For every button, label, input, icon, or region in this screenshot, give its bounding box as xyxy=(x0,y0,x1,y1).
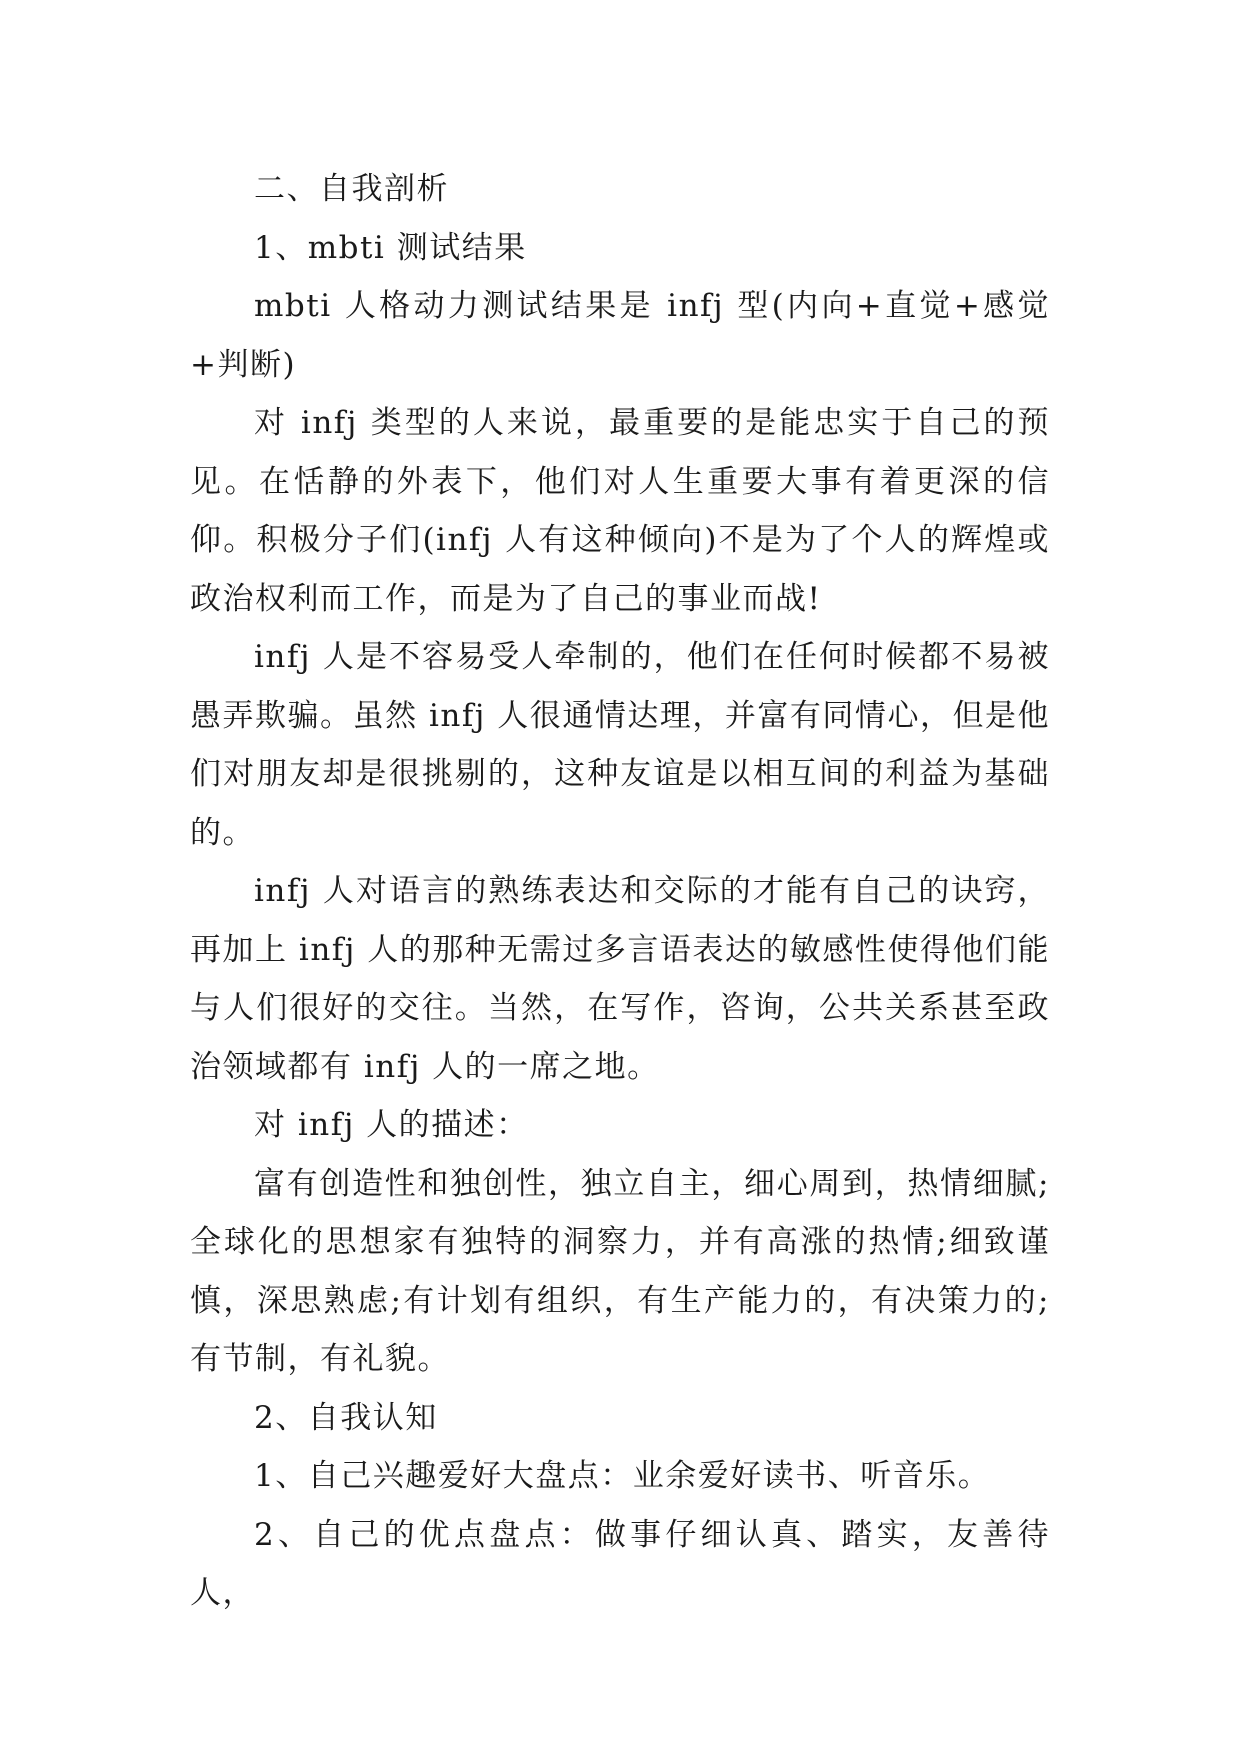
subsection-heading: 1、mbti 测试结果 xyxy=(254,229,527,266)
description-paragraph: 富有创造性和独创性，独立自主，细心周到，热情细腻;全球化的思想家有独特的洞察力，并有高涨的热情;细致谨慎，深思熟虑;有计划有组织，有生产能力的，有决策力的;有节制，有礼貌。 xyxy=(190,1165,1050,1377)
description-heading: 对 infj 人的描述： xyxy=(254,1107,529,1143)
list-item: 2、自己的优点盘点：做事仔细认真、踏实，友善待人， xyxy=(190,1516,1050,1611)
document-page xyxy=(190,160,1050,1623)
body-paragraph: 对 infj 类型的人来说，最重要的是能忠实于自己的预见。在恬静的外表下，他们对人生重要大事有着更深的信仰。积极分子们(infj 人有这种倾向)不是为了个人的辉煌或政治权利而工作，而是为了自己的事业而战! xyxy=(190,405,1050,617)
body-paragraph: infj 人是不容易受人牵制的，他们在任何时候都不易被愚弄欺骗。虽然 infj 人很通情达理，并富有同情心，但是他们对朋友却是很挑剔的，这种友谊是以相互间的利益为基础的。 xyxy=(190,639,1050,851)
subsection-heading: 2、自我认知 xyxy=(254,1399,438,1436)
list-item: 1、自己兴趣爱好大盘点：业余爱好读书、听音乐。 xyxy=(254,1458,991,1494)
test-result-paragraph: mbti 人格动力测试结果是 infj 型(内向+直觉+感觉+判断) xyxy=(190,288,1050,383)
body-paragraph: infj 人对语言的熟练表达和交际的才能有自己的诀窍，再加上 infj 人的那种无需过多言语表达的敏感性使得他们能与人们很好的交往。当然，在写作，咨询，公共关系甚至政治领域都有 infj 人的一席之地。 xyxy=(190,873,1050,1085)
section-heading: 二、自我剖析 xyxy=(254,171,449,207)
